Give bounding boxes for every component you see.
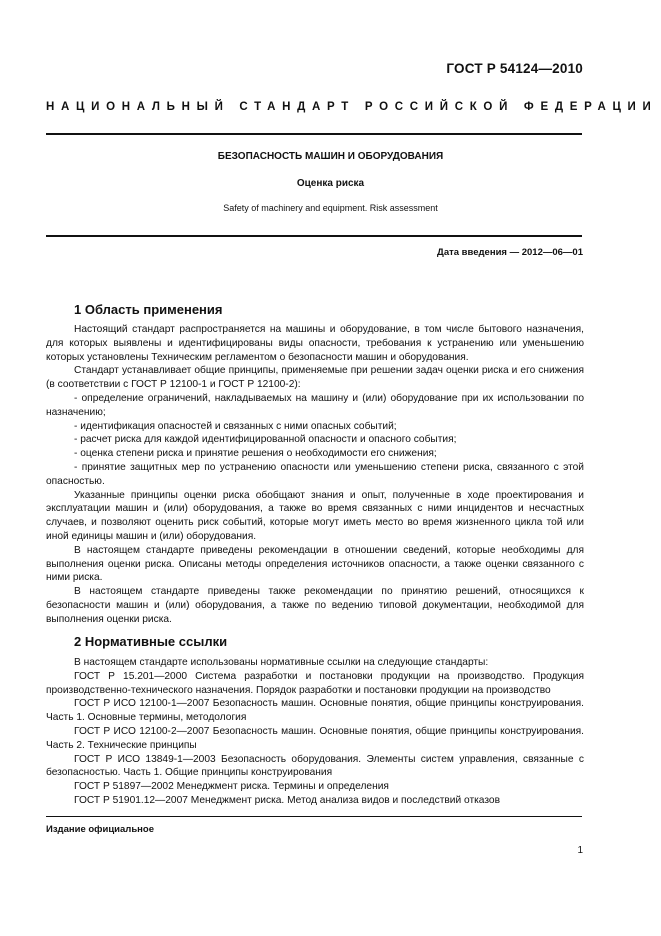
list-item: - определение ограничений, накладываемых на машину и (или) оборудование при их использовании по назначению; bbox=[46, 392, 584, 418]
paragraph: В настоящем стандарте приведены рекомендации в отношении сведений, которые необходимы для выполнения оценки риска. Описаны методы определения источников опасности, а также оценки связанного с ними риска. bbox=[46, 544, 584, 584]
paragraph: Настоящий стандарт распространяется на машины и оборудование, в том числе бытового назначения, для которых выявлены и идентифицированы виды опасности, требования к устранению или уменьшению которых установлены Техническим регламентом о безопасности машин и оборудования. bbox=[46, 324, 584, 363]
section-1-body bbox=[46, 323, 584, 627]
reference-item: ГОСТ Р ИСО 13849-1—2003 Безопасность оборудования. Элементы систем управления, связанные с безопасностью. Часть 1. Общие принципы конструирования bbox=[46, 753, 584, 779]
title-rule bbox=[46, 235, 582, 237]
list-item: - принятие защитных мер по устранению опасности или уменьшению степени риска, связанного с этой опасностью. bbox=[46, 461, 584, 487]
document-title: БЕЗОПАСНОСТЬ МАШИН И ОБОРУДОВАНИЯ bbox=[217, 151, 444, 162]
document-subtitle: Оценка риска bbox=[296, 178, 365, 189]
header-rule bbox=[46, 133, 582, 135]
english-title: Safety of machinery and equipment. Risk assessment bbox=[223, 203, 438, 213]
edition-label: Издание официальное bbox=[46, 824, 154, 835]
paragraph: В настоящем стандарте использованы нормативные ссылки на следующие стандарты: bbox=[74, 657, 489, 668]
page-number: 1 bbox=[577, 845, 583, 856]
list-item: - расчет риска для каждой идентифицированной опасности и опасного события; bbox=[74, 434, 457, 446]
list-item: - оценка степени риска и принятие решения о необходимости его снижения; bbox=[74, 448, 437, 460]
reference-item: ГОСТ Р 15.201—2000 Система разработки и постановки продукции на производство. Продукция производственно-технического назначения. Порядок разработки и постановки продукции на производство bbox=[46, 670, 584, 696]
national-standard-heading: НАЦИОНАЛЬНЫЙ СТАНДАРТ РОССИЙСКОЙ ФЕДЕРАЦИИ bbox=[46, 101, 658, 113]
document-code: ГОСТ Р 54124—2010 bbox=[446, 61, 583, 76]
section-2-heading: 2 Нормативные ссылки bbox=[74, 634, 228, 649]
list-item: - идентификация опасностей и связанных с ними опасных событий; bbox=[74, 420, 397, 432]
paragraph: Стандарт устанавливает общие принципы, применяемые при решении задач оценки риска и его снижения (в соответствии с ГОСТ Р 12100-1 и ГОСТ Р 12100-2): bbox=[46, 365, 584, 391]
introduction-date: Дата введения — 2012—06—01 bbox=[437, 247, 583, 258]
paragraph: Указанные принципы оценки риска обобщают знания и опыт, полученные в ходе проектирования и эксплуатации машин и (или) оборудования, а также во время связанных с ними инцидентов и несчастных случаев, и позволяют оценить риск событий, которые могут иметь место во время жизненного цикла той или иной единицы машин и (или) оборудования. bbox=[46, 489, 584, 542]
reference-item: ГОСТ Р 51897—2002 Менеджмент риска. Термины и определения bbox=[74, 781, 389, 793]
reference-item: ГОСТ Р 51901.12—2007 Менеджмент риска. Метод анализа видов и последствий отказов bbox=[74, 794, 500, 806]
reference-item: ГОСТ Р ИСО 12100-2—2007 Безопасность машин. Основные понятия, общие принципы конструирования. Часть 2. Технические принципы bbox=[46, 725, 584, 751]
footer-rule bbox=[46, 816, 582, 817]
reference-item: ГОСТ Р ИСО 12100-1—2007 Безопасность машин. Основные понятия, общие принципы конструирования. Часть 1. Основные термины, методология bbox=[46, 698, 584, 724]
paragraph: В настоящем стандарте приведены также рекомендации по принятию решений, относящихся к безопасности машин и (или) оборудования, а также по ведению типовой документации, необходимой для выполнения оценки риска. bbox=[46, 586, 584, 625]
section-2-body bbox=[46, 656, 584, 808]
section-1-heading: 1 Область применения bbox=[74, 302, 223, 317]
